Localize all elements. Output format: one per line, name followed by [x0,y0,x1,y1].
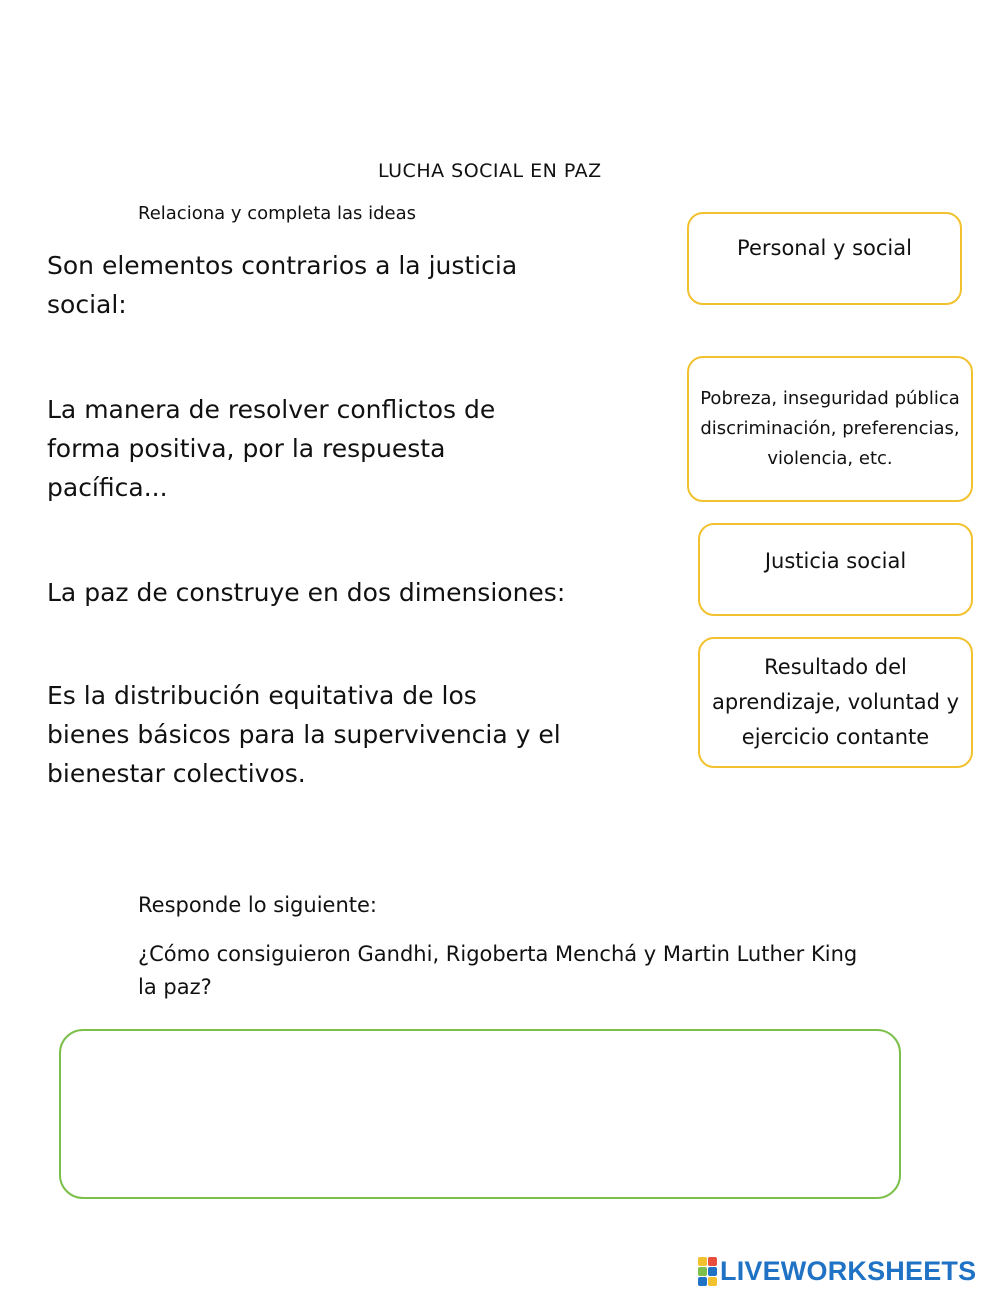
match-option-1-label: Personal y social [737,236,912,260]
match-option-2-label: Pobreza, inseguridad pública discriminación, preferencias, violencia, etc. [700,388,960,469]
liveworksheets-logo [698,1256,976,1287]
match-option-4-label: Resultado del aprendizaje, voluntad y ejercicio contante [711,655,960,749]
prompt-2: La manera de resolver conflictos de forma positiva, por la respuesta pacífica... [47,395,496,502]
question-text: ¿Cómo consiguieron Gandhi, Rigoberta Menchá y Martin Luther King la paz? [138,942,858,999]
prompt-3: La paz de construye en dos dimensiones: [47,578,566,607]
logo-text: LIVEWORKSHEETS [720,1256,977,1286]
prompt-4: Es la distribución equitativa de los bienes básicos para la supervivencia y el bienestar colectivos. [47,681,561,788]
worksheet-title: LUCHA SOCIAL EN PAZ [378,160,602,182]
match-option-2[interactable] [687,356,973,502]
respond-heading: Responde lo siguiente: [138,893,377,917]
answer-textbox[interactable] [59,1029,901,1199]
match-option-3[interactable] [698,523,973,616]
match-option-3-label: Justicia social [764,549,907,573]
instruction-text: Relaciona y completa las ideas [138,203,417,224]
prompt-1: Son elementos contrarios a la justicia social: [47,251,518,319]
match-option-4[interactable] [698,637,973,768]
match-option-1[interactable] [687,212,962,305]
liveworksheets-logo-icon [698,1257,717,1286]
